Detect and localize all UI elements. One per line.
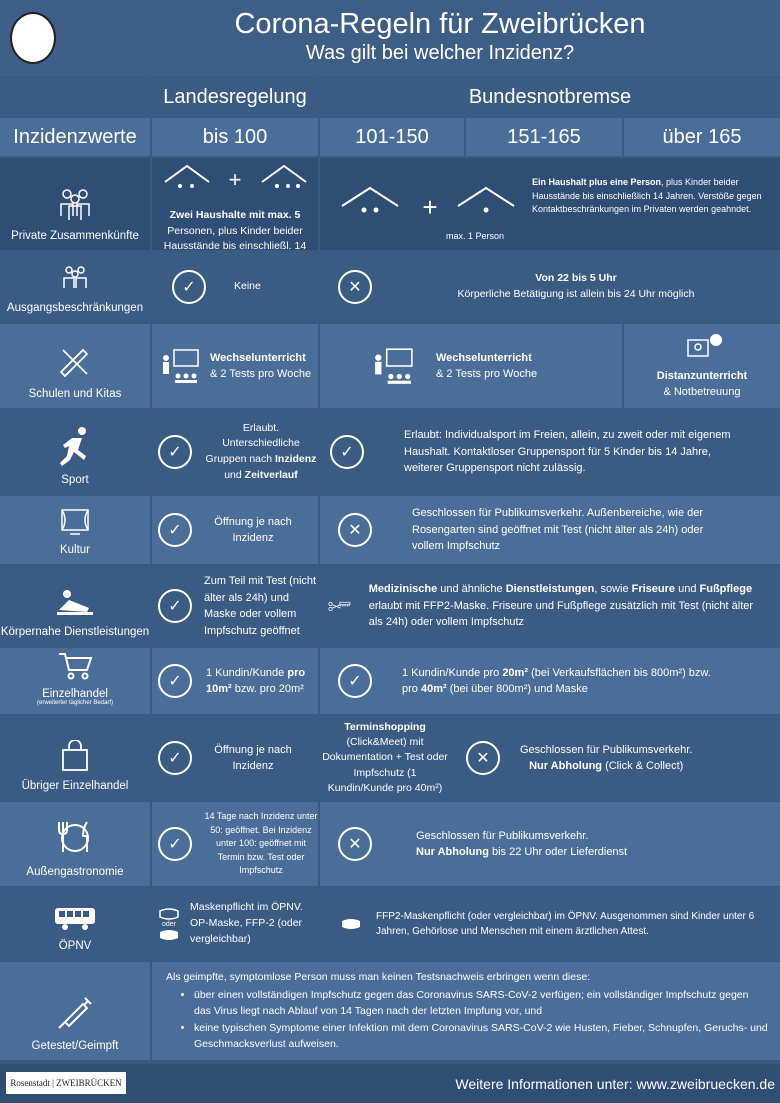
page-title: Corona-Regeln für Zweibrücken xyxy=(234,8,646,40)
check-icon: ✓ xyxy=(338,664,372,698)
check-icon: ✓ xyxy=(158,589,192,623)
syringe-icon xyxy=(55,992,95,1032)
masks-group xyxy=(158,907,180,942)
runner-icon xyxy=(58,426,92,466)
dienst-t1: und ähnliche xyxy=(437,583,506,596)
schulen-landes-bold: Wechselunterricht xyxy=(210,351,306,364)
schulen-bundes xyxy=(320,324,622,408)
cross-icon: ✕ xyxy=(466,741,500,775)
row-label-oepnv xyxy=(0,888,150,960)
oepnv-bundes-text: FFP2-Maskenpflicht (oder vergleichbar) im ÖPNV. Ausgenommen sind Kinder unter 6 Jahren, Gehörlose und Menschen mit einem ärztlichen Attest. xyxy=(376,911,755,937)
ffp2-mask-icon xyxy=(158,928,180,942)
uebrig-landes xyxy=(152,716,318,800)
col-ueber165: über 165 xyxy=(624,118,780,156)
row-label-kultur xyxy=(0,496,150,564)
kultur-bundes xyxy=(320,496,780,564)
gastro-landes-text: 14 Tage nach Inzidenz unter 50: geöffnet. Bei Inzidenz unter 100: geöffnet mit Termin bzw. Test oder Impfschutz xyxy=(204,811,318,876)
uebrig-c2 xyxy=(320,716,450,800)
schulen-c4-bold: Distanzunterricht xyxy=(656,369,748,382)
label-text: Sport xyxy=(61,474,89,486)
col-landes: Landesregelung xyxy=(152,78,318,116)
schulen-landes-text: & 2 Tests pro Woche xyxy=(210,368,312,380)
row-label-geimpft xyxy=(0,962,150,1060)
kultur-landes xyxy=(152,496,318,564)
list-item: • über einen vollständigen Impfschutz gegen das Coronavirus SARS-CoV-2 verfügen; ein vollständiger Impfschutz gegen das Virus liegt nach Ablauf von 14 Tagen nach der letzten Impfung vor, und xyxy=(194,988,768,1020)
cross-icon: ✕ xyxy=(338,513,372,547)
label-text: Private Zusammenkünfte xyxy=(11,230,139,242)
sport-landes-mid: und xyxy=(224,468,245,481)
bus-icon xyxy=(53,906,97,932)
dienst-bundes xyxy=(320,566,780,646)
private-landes xyxy=(152,158,318,253)
label-subtext: (erweiterter täglicher Bedarf) xyxy=(36,700,114,706)
gastro-bundes-tail: bis 22 Uhr oder Lieferdienst xyxy=(488,846,628,858)
einzel-landes-t2: bzw. pro 20m² xyxy=(231,683,304,695)
ausgang-bundes-text: Körperliche Betätigung ist allein bis 24 Uhr möglich xyxy=(457,288,695,300)
private-bundes-bold: Ein Haushalt plus eine Person xyxy=(532,177,662,187)
scissors-comb-icon xyxy=(328,591,351,621)
corner-cell xyxy=(0,78,150,116)
private-bundes-icons xyxy=(320,158,526,250)
label-text: Schulen und Kitas xyxy=(28,388,122,400)
private-landes-bold: Zwei Haushalte mit max. 5 xyxy=(169,208,301,221)
dienst-t4: erlaubt mit FFP2-Maske. Friseure und Fußpflege zusätzlich mit Test (nicht älter als 24h) oder vollem Impfschutz xyxy=(368,599,754,629)
uebrig-c2-bold: Terminshopping xyxy=(344,721,426,733)
row-label-dienst xyxy=(0,566,150,646)
row-label-einzel xyxy=(0,648,150,714)
uebrig-bundes-bold: Nur Abholung xyxy=(529,760,603,772)
einzel-landes-t1: 1 Kundin/Kunde xyxy=(206,666,288,679)
label-text: Einzelhandel xyxy=(42,688,108,700)
einzel-bundes-t1: 1 Kundin/Kunde pro xyxy=(402,666,503,679)
einzel-bundes-b2: 40m² xyxy=(420,683,447,695)
sport-bundes xyxy=(320,410,780,494)
list-item: • keine typischen Symptome einer Infektion mit dem Coronavirus SARS-CoV-2 wie Husten, Fieber, Schnupfen, Geruchs- und Geschmacksverlust aufweisen. xyxy=(194,1021,768,1053)
schulen-c4-text: & Notbetreuung xyxy=(663,386,741,398)
mask-icon xyxy=(158,907,180,921)
col-inzidenz: Inzidenzwerte xyxy=(0,118,150,156)
footer-logo: Rosenstadt | ZWEIBRÜCKEN xyxy=(6,1072,126,1094)
oepnv-landes-text: Maskenpflicht im ÖPNV. OP-Maske, FFP-2 (oder vergleichbar) xyxy=(190,901,303,945)
einzel-bundes-b1: 20m² xyxy=(502,666,528,679)
label-text: ÖPNV xyxy=(58,940,92,952)
sport-landes xyxy=(152,410,318,494)
dienst-landes-text: Zum Teil mit Test (nicht älter als 24h) und Maske oder vollem Impfschutz geöffnet xyxy=(204,575,317,637)
geimpft-text xyxy=(152,962,780,1060)
dienst-landes xyxy=(152,566,318,646)
schulen-bundes-bold: Wechselunterricht xyxy=(436,351,532,364)
dienst-b3: Friseure xyxy=(631,583,676,596)
houses-icon xyxy=(160,162,310,202)
col-101-150: 101-150 xyxy=(320,118,464,156)
ruler-pencil-icon xyxy=(57,344,93,380)
classroom-icon xyxy=(370,345,416,387)
label-text: Außengastronomie xyxy=(26,866,124,878)
label-text: Ausgangsbeschränkungen xyxy=(6,302,144,314)
svg-text:+: + xyxy=(228,167,242,192)
row-label-ausgang xyxy=(0,252,150,322)
kultur-landes-text: Öffnung je nach Inzidenz xyxy=(214,515,292,544)
svg-text:+: + xyxy=(422,192,438,222)
shopping-bag-icon xyxy=(60,740,90,772)
private-bundes-small: max. 1 Person xyxy=(446,231,505,241)
gastro-bundes-bold: Nur Abholung xyxy=(416,846,489,858)
geimpft-list xyxy=(166,988,768,1053)
schulen-c4 xyxy=(624,324,780,408)
ffp2-mask-icon xyxy=(340,917,362,931)
footer-link[interactable]: Weitere Informationen unter: www.zweibruecken.de xyxy=(455,1076,775,1092)
people-icon xyxy=(55,186,95,222)
row-label-sport xyxy=(0,410,150,494)
page-subtitle: Was gilt bei welcher Inzidenz? xyxy=(305,42,575,64)
dienst-b1: Medizinische xyxy=(368,583,438,596)
einzel-bundes xyxy=(320,648,780,714)
ausgang-bundes-bold: Von 22 bis 5 Uhr xyxy=(535,272,617,285)
row-label-gastro xyxy=(0,802,150,886)
sport-landes-b2: Zeitverlauf xyxy=(244,468,298,481)
schulen-landes xyxy=(152,324,318,408)
gastro-bundes xyxy=(320,802,780,886)
sport-bundes-text: Erlaubt: Individualsport im Freien, allein, zu zweit oder mit eigenem Haushalt. Kontaktloser Gruppensport für 5 Kinder bis 14 Jahre, weiterer Gruppensport nicht zulässig. xyxy=(404,429,731,475)
label-text: Körpernahe Dienstleistungen xyxy=(0,626,150,638)
check-icon: ✓ xyxy=(158,664,192,698)
oepnv-bundes xyxy=(320,888,780,960)
private-landes-text: Personen, plus Kinder beider Hausstände bis einschließl. 14 xyxy=(163,224,307,253)
check-icon: ✓ xyxy=(330,435,364,469)
check-icon: ✓ xyxy=(158,513,192,547)
ausgang-landes xyxy=(152,252,318,322)
schulen-bundes-text: & 2 Tests pro Woche xyxy=(436,368,538,380)
uebrig-bundes-tail: (Click & Collect) xyxy=(602,760,684,772)
gastro-landes xyxy=(152,802,318,886)
classroom-icon xyxy=(160,346,200,386)
oder-text: oder xyxy=(161,920,176,928)
oepnv-landes xyxy=(152,888,318,960)
geimpft-intro: Als geimpfte, symptomlose Person muss man keinen Testsnachweis erbringen wenn diese: xyxy=(166,971,591,983)
check-icon: ✓ xyxy=(158,741,192,775)
uebrig-bundes xyxy=(452,716,780,800)
dienst-b2: Dienstleistungen xyxy=(505,583,595,596)
check-icon: ✓ xyxy=(158,435,192,469)
col-bundes: Bundesnotbremse xyxy=(320,78,780,116)
einzel-landes-b1: pro 10m² xyxy=(206,666,306,695)
uebrig-c2-text: (Click&Meet) mit Dokumentation + Test oder Impfschutz (1 Kundin/Kunde pro 40m²) xyxy=(322,736,448,794)
label-text: Kultur xyxy=(59,544,91,556)
row-label-schulen xyxy=(0,324,150,408)
massage-icon xyxy=(55,588,95,618)
private-bundes-text xyxy=(526,158,780,250)
houses-icon xyxy=(330,176,530,236)
remote-learning-icon xyxy=(682,332,722,362)
theater-icon xyxy=(60,508,90,536)
kultur-bundes-text: Geschlossen für Publikumsverkehr. Außenbereiche, wie der Rosengarten sind geöffnet mit Test (nicht älter als 24h) oder vollem Impfschutz xyxy=(412,507,704,553)
cross-icon: ✕ xyxy=(338,270,372,304)
private-bundes-desc: , plus Kinder beider Hausstände bis einschließlich 14 Jahren. Verstöße gegen Kontaktbeschränkungen im Privaten werden geahndet. xyxy=(532,177,762,214)
check-icon: ✓ xyxy=(172,270,206,304)
gastro-bundes-text: Geschlossen für Publikumsverkehr. xyxy=(416,829,589,842)
sport-landes-pre: Erlaubt. Unterschiedliche Gruppen nach xyxy=(205,421,300,465)
ausgang-landes-text: Keine xyxy=(234,280,261,293)
dienst-t2: , sowie xyxy=(594,583,632,596)
row-label-uebrig xyxy=(0,716,150,800)
label-text: Übriger Einzelhandel xyxy=(21,780,129,792)
cutlery-icon xyxy=(55,818,95,858)
uebrig-landes-text: Öffnung je nach Inzidenz xyxy=(214,743,292,772)
einzel-landes xyxy=(152,648,318,714)
uebrig-bundes-text: Geschlossen für Publikumsverkehr. xyxy=(520,743,693,756)
label-text: Getestet/Geimpft xyxy=(31,1040,119,1052)
sport-landes-b1: Inzidenz xyxy=(275,453,317,465)
shopping-cart-icon xyxy=(57,650,93,680)
einzel-bundes-t2: (bei Verkaufsflächen bis 800m²) bzw. pro xyxy=(402,666,711,695)
col-bis100: bis 100 xyxy=(152,118,318,156)
col-151-165: 151-165 xyxy=(466,118,622,156)
dienst-t3: und xyxy=(675,583,700,596)
cross-icon: ✕ xyxy=(338,827,372,861)
city-logo xyxy=(10,12,56,64)
people-icon xyxy=(60,264,90,294)
dienst-b4: Fußpflege xyxy=(699,583,753,596)
row-label-private xyxy=(0,158,150,250)
einzel-bundes-t3: (bei über 800m²) und Maske xyxy=(446,683,588,695)
check-icon: ✓ xyxy=(158,827,192,861)
ausgang-bundes xyxy=(320,252,780,322)
